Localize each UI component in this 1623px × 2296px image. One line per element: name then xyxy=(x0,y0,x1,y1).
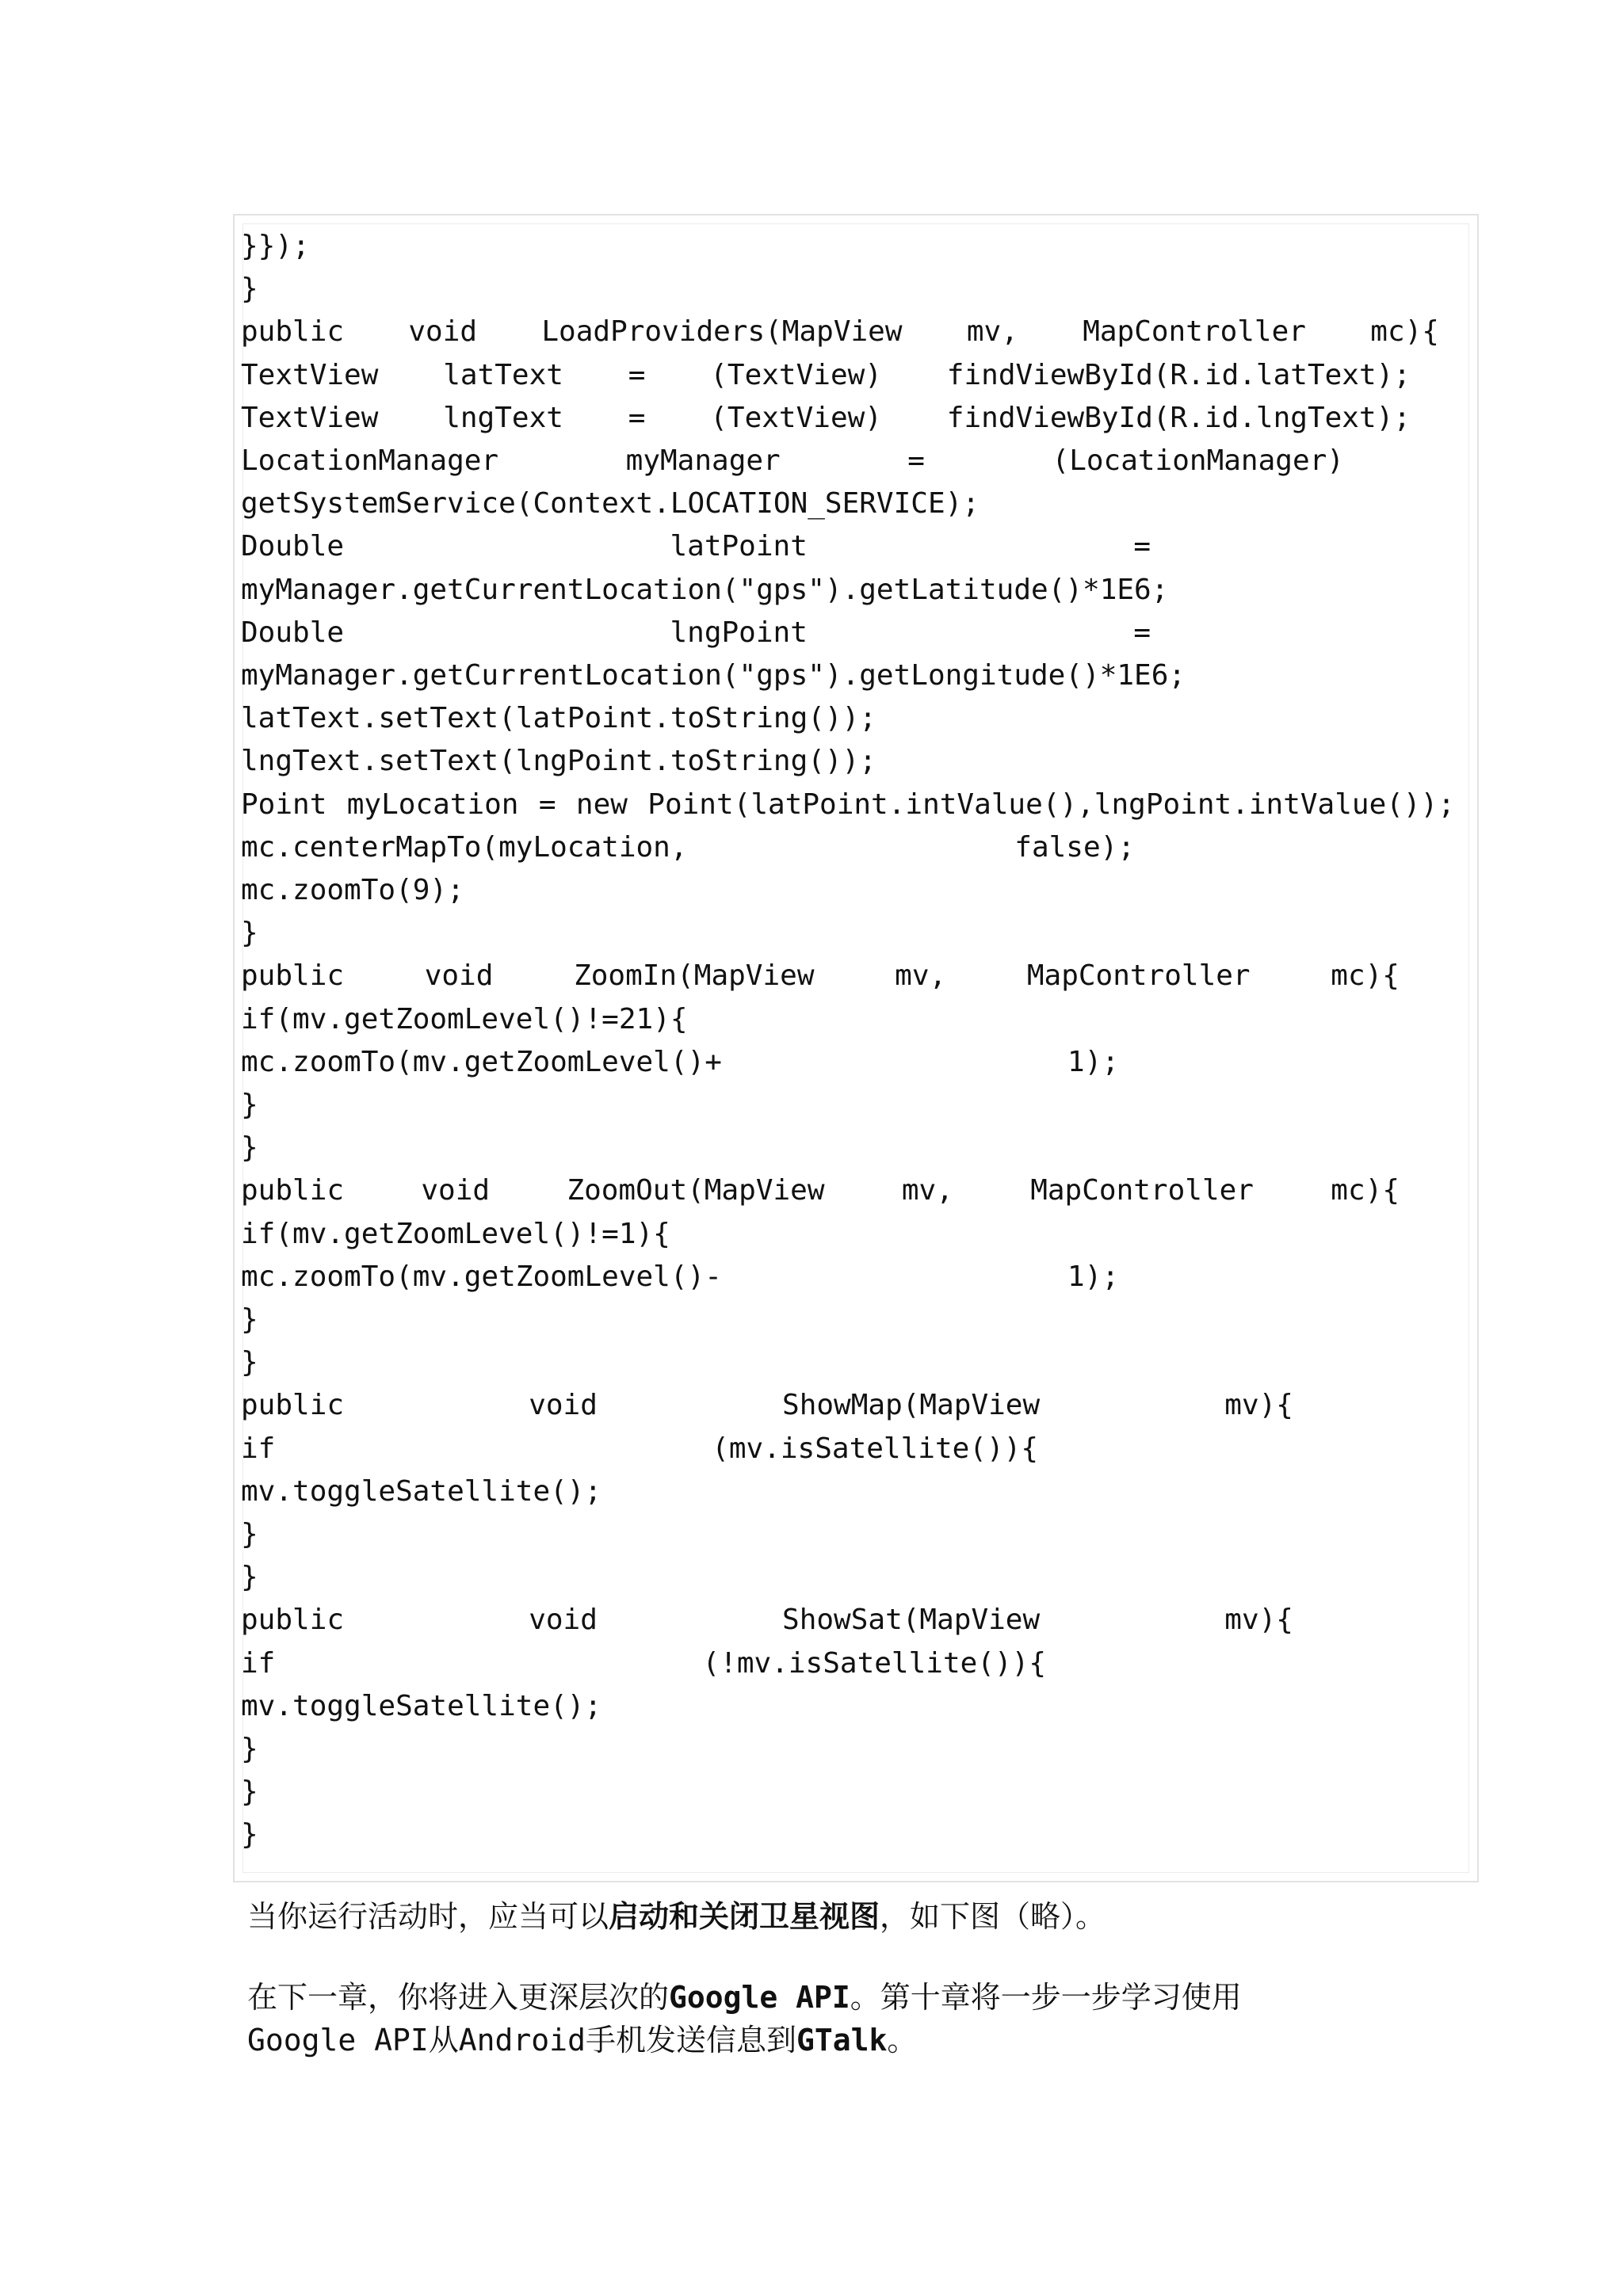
code-token: mc){ xyxy=(1370,315,1439,348)
code-token: Double xyxy=(241,616,345,649)
code-line xyxy=(241,1257,1119,1298)
paragraph-text: ，如下图（略）。 xyxy=(880,1899,1106,1934)
code-line: } xyxy=(241,1131,258,1164)
paragraph-bold-text: Google API xyxy=(669,1980,850,2015)
code-line xyxy=(241,311,1439,353)
code-token: latPoint xyxy=(670,530,808,563)
code-line xyxy=(241,1428,1038,1470)
code-token: latText xyxy=(443,359,563,391)
code-token: mc.zoomTo(mv.getZoomLevel()+ xyxy=(241,1046,722,1078)
code-line xyxy=(241,827,1135,868)
code-token: = xyxy=(628,402,646,434)
code-token: lngPoint xyxy=(670,616,808,649)
code-line: myManager.getCurrentLocation("gps").getLongitude()*1E6; xyxy=(241,659,1186,692)
code-token: void xyxy=(529,1389,598,1421)
code-line: } xyxy=(241,1518,258,1550)
code-token: mv){ xyxy=(1224,1604,1293,1636)
code-line: } xyxy=(241,1818,258,1851)
code-token: Double xyxy=(241,530,345,563)
code-token: Point xyxy=(241,788,327,821)
code-token: = xyxy=(1133,530,1151,563)
code-token: void xyxy=(529,1604,598,1636)
code-line xyxy=(241,441,1344,482)
code-token: mc){ xyxy=(1331,1174,1400,1207)
code-token: 1); xyxy=(1067,1046,1119,1078)
code-line: } xyxy=(241,1733,258,1765)
code-token: ShowSat(MapView xyxy=(782,1604,1041,1636)
code-token: new xyxy=(575,788,628,821)
code-token: myLocation xyxy=(346,788,519,821)
code-line: mc.zoomTo(9); xyxy=(241,874,464,906)
code-line: if(mv.getZoomLevel()!=1){ xyxy=(241,1218,670,1250)
code-token: mc){ xyxy=(1331,959,1400,992)
code-line: getSystemService(Context.LOCATION_SERVICE); xyxy=(241,487,980,520)
paragraph-text: Android xyxy=(458,2023,586,2058)
code-token: TextView xyxy=(241,359,379,391)
code-token: mv, xyxy=(895,959,947,992)
code-line: if(mv.getZoomLevel()!=21){ xyxy=(241,1003,688,1035)
code-line xyxy=(241,784,1455,826)
code-token: public xyxy=(241,1174,345,1207)
code-line: mv.toggleSatellite(); xyxy=(241,1690,602,1722)
code-token: (LocationManager) xyxy=(1052,444,1344,477)
code-token: ZoomIn(MapView xyxy=(574,959,815,992)
code-line: } xyxy=(241,273,258,305)
code-token: public xyxy=(241,1389,345,1421)
code-token: (TextView) xyxy=(710,402,882,434)
code-line: } xyxy=(241,1303,258,1336)
code-token: if xyxy=(241,1432,276,1465)
code-token: mc.zoomTo(mv.getZoomLevel()- xyxy=(241,1261,722,1293)
code-token: TextView xyxy=(241,402,379,434)
code-token: mv, xyxy=(966,315,1018,348)
code-token: 1); xyxy=(1067,1261,1119,1293)
code-line xyxy=(241,612,1151,654)
code-token: public xyxy=(241,315,345,348)
code-token: = xyxy=(907,444,925,477)
paragraph-text: 从 xyxy=(428,2023,459,2058)
code-line xyxy=(241,1643,1046,1684)
code-line xyxy=(241,355,1411,396)
code-token: public xyxy=(241,1604,345,1636)
code-token: = xyxy=(1133,616,1151,649)
code-token: mv, xyxy=(901,1174,953,1207)
code-line: } xyxy=(241,917,258,949)
paragraph-text: 。第十章将一步一步学习使用 xyxy=(850,1980,1242,2015)
code-token: (TextView) xyxy=(710,359,882,391)
paragraph-text: 在下一章，你将进入更深层次的 xyxy=(247,1980,670,2015)
code-line xyxy=(241,1042,1119,1083)
code-line xyxy=(241,398,1411,439)
code-token: MapController xyxy=(1030,1174,1254,1207)
paragraph-bold-text: GTalk xyxy=(796,2023,888,2058)
code-line xyxy=(241,1170,1400,1211)
code-token: = xyxy=(628,359,646,391)
code-token: Point(latPoint.intValue(),lngPoint.intValue()); xyxy=(647,788,1455,821)
paragraph-satellite-toggle xyxy=(247,1895,1484,1938)
code-token: public xyxy=(241,959,345,992)
paragraph-text: Google API xyxy=(247,2023,429,2058)
code-line xyxy=(241,1600,1293,1641)
code-line: mv.toggleSatellite(); xyxy=(241,1475,602,1508)
code-token: MapController xyxy=(1083,315,1306,348)
paragraph-next-chapter xyxy=(247,1976,1484,2061)
code-line: } xyxy=(241,1346,258,1379)
code-line: myManager.getCurrentLocation("gps").getLatitude()*1E6; xyxy=(241,574,1169,606)
paragraph-bold-text: 启动和关闭卫星视图 xyxy=(609,1898,880,1934)
code-token: (mv.isSatellite()){ xyxy=(712,1432,1038,1465)
code-line xyxy=(241,955,1400,997)
code-line xyxy=(241,1385,1293,1426)
code-line: } xyxy=(241,1561,258,1593)
code-token: (!mv.isSatellite()){ xyxy=(702,1647,1046,1680)
code-line xyxy=(241,526,1151,567)
code-token: findViewById(R.id.latText); xyxy=(946,359,1411,391)
code-token: if xyxy=(241,1647,276,1680)
code-token: ShowMap(MapView xyxy=(782,1389,1041,1421)
code-token: false); xyxy=(1014,831,1135,864)
paragraph-text: 当你运行活动时，应当可以 xyxy=(247,1899,609,1934)
code-token: findViewById(R.id.lngText); xyxy=(946,402,1411,434)
code-token: void xyxy=(408,315,478,348)
code-line: latText.setText(latPoint.toString()); xyxy=(241,702,876,734)
code-token: void xyxy=(424,959,494,992)
code-token: ZoomOut(MapView xyxy=(567,1174,825,1207)
code-token: lngText xyxy=(443,402,563,434)
paragraph-line xyxy=(247,2019,1484,2061)
paragraph-text: 。 xyxy=(887,2023,918,2058)
code-token: mv){ xyxy=(1224,1389,1293,1421)
code-line: } xyxy=(241,1089,258,1121)
paragraph-line xyxy=(247,1976,1484,2019)
code-token: void xyxy=(421,1174,491,1207)
code-line: } xyxy=(241,1775,258,1808)
paragraph-text: 手机发送信息到 xyxy=(585,2023,796,2058)
code-token: LoadProviders(MapView xyxy=(541,315,903,348)
code-line: lngText.setText(lngPoint.toString()); xyxy=(241,745,876,777)
code-token: myManager xyxy=(625,444,781,477)
code-line: }}); xyxy=(241,230,310,262)
code-token: mc.centerMapTo(myLocation, xyxy=(241,831,688,864)
code-token: = xyxy=(538,788,556,821)
code-token: MapController xyxy=(1026,959,1251,992)
code-token: LocationManager xyxy=(241,444,499,477)
